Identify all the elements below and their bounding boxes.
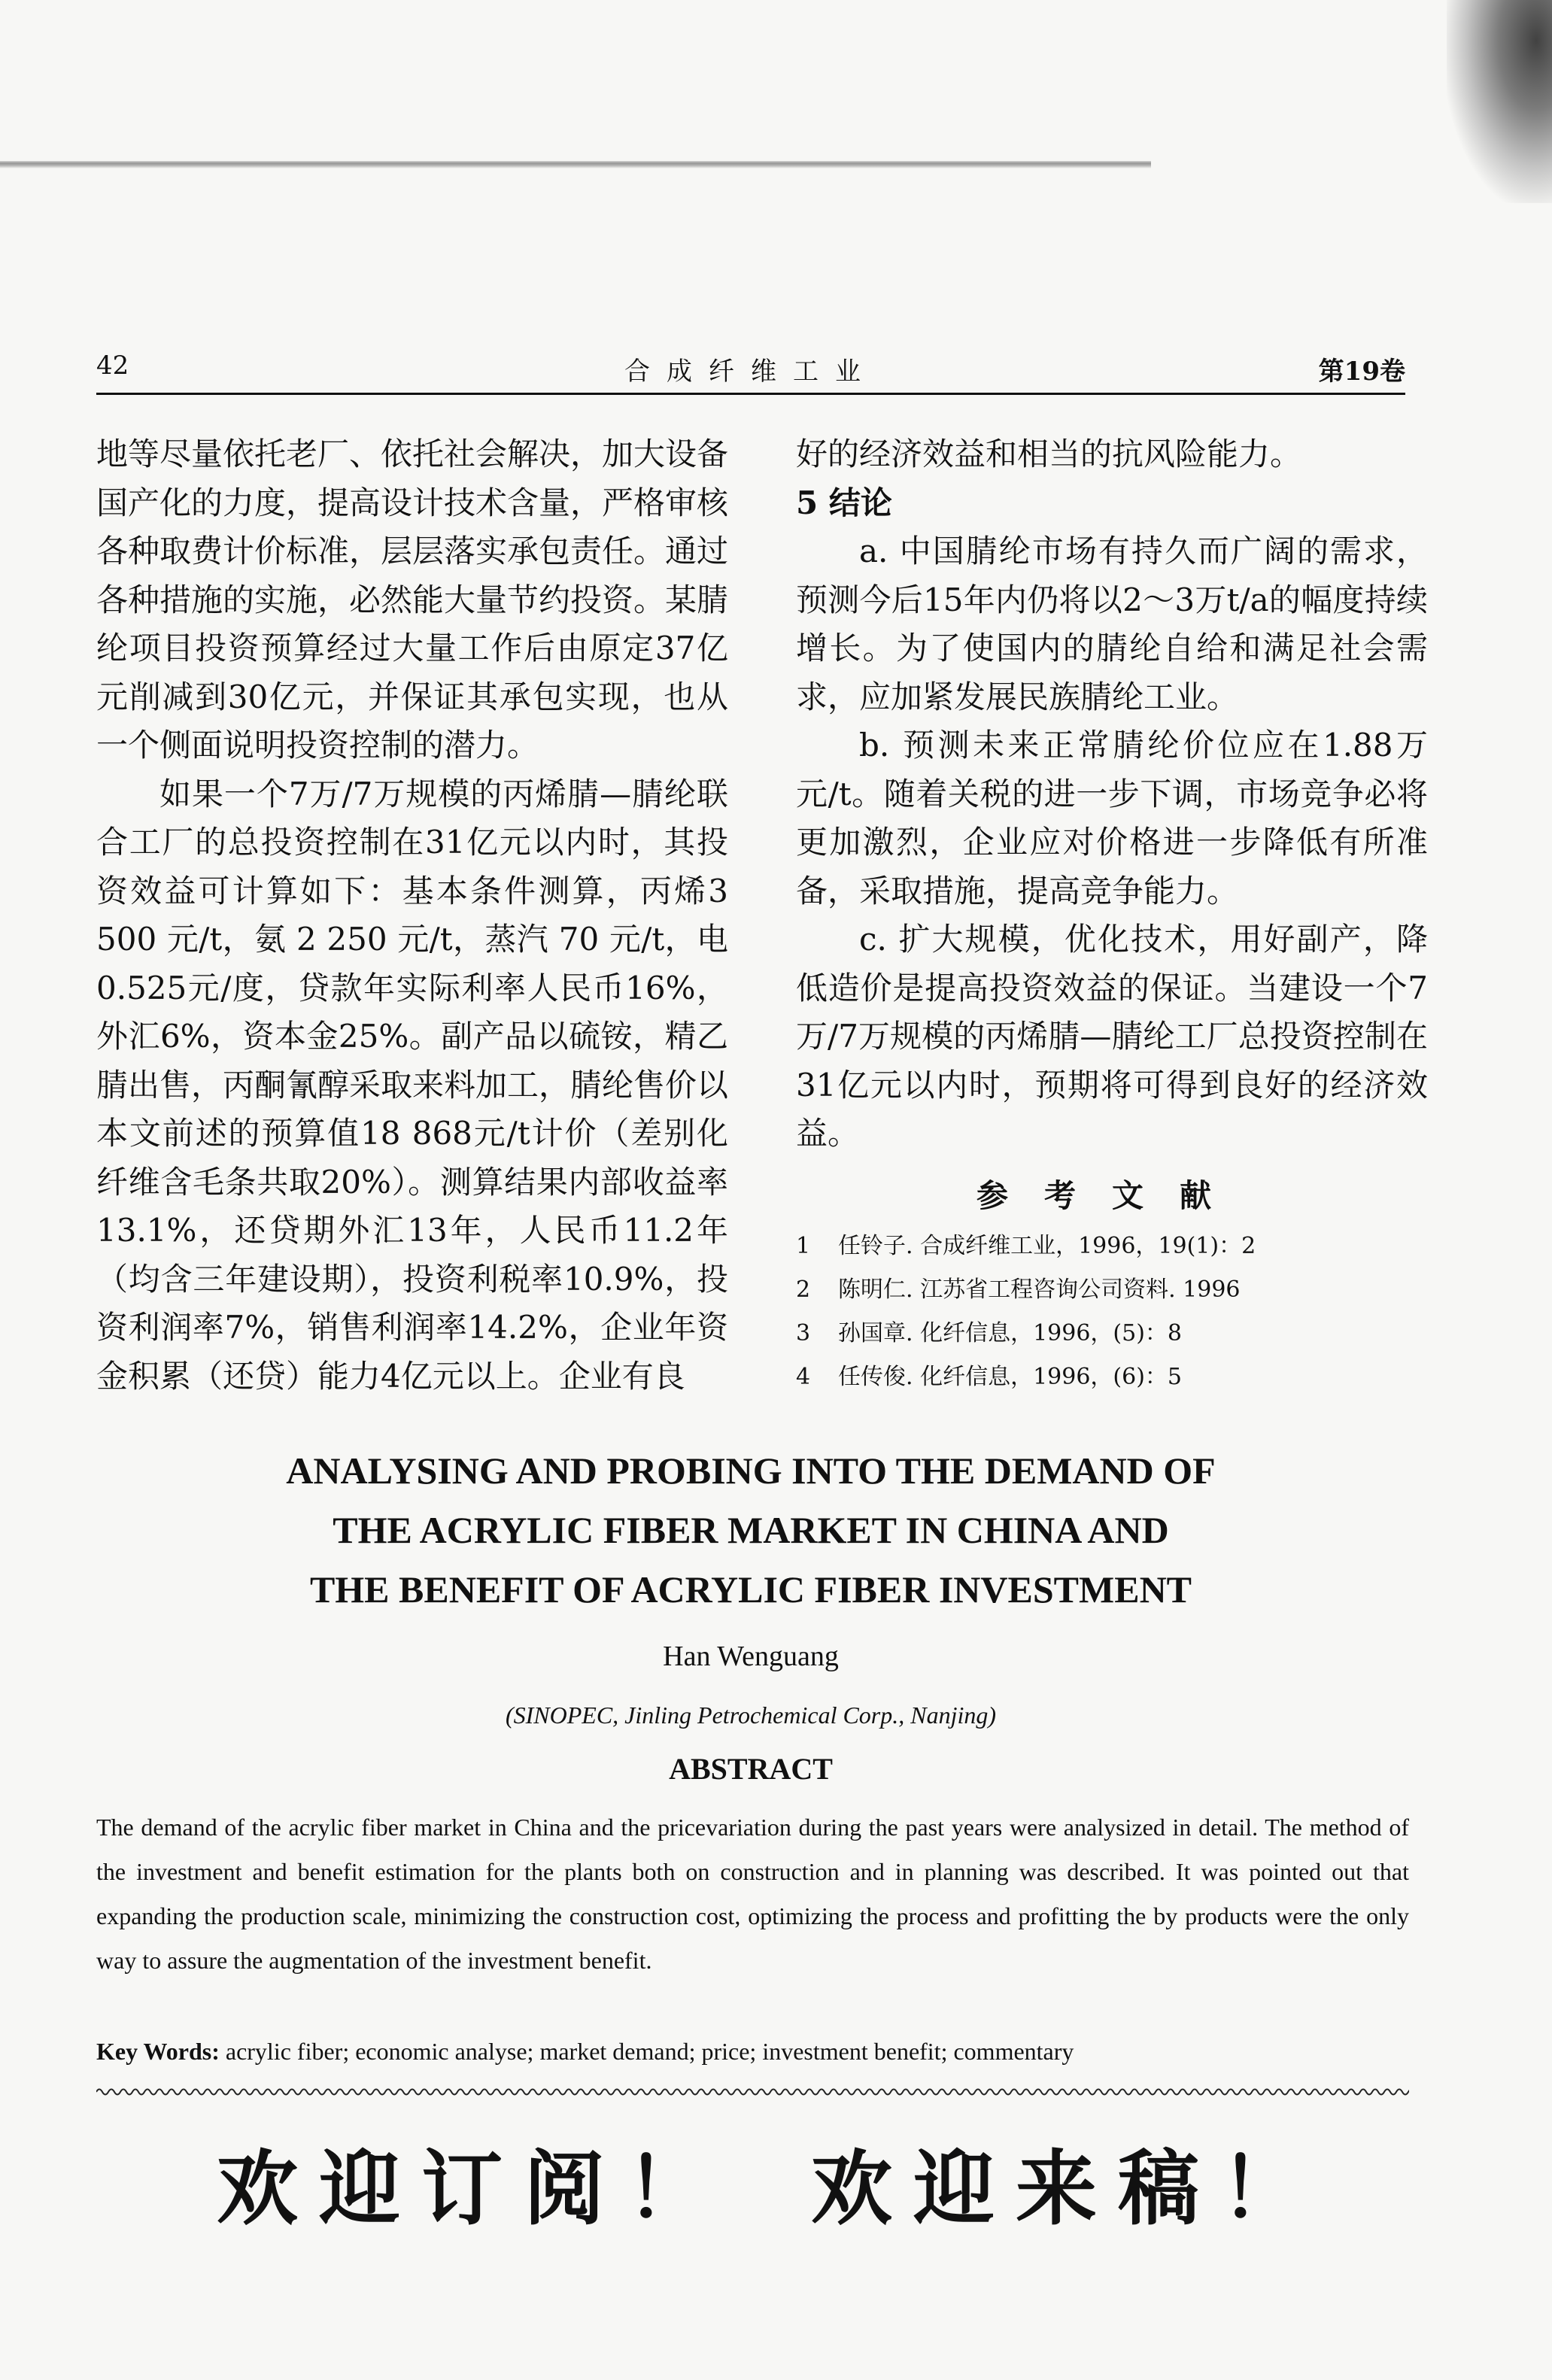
scan-edge-artifact <box>0 161 1151 168</box>
author-name: Han Wenguang <box>663 1641 839 1672</box>
english-title-line: THE BENEFIT OF ACRYLIC FIBER INVESTMENT <box>309 1568 1192 1610</box>
journal-name: 合成纤维工业 <box>624 357 877 387</box>
slogan-banner <box>96 2136 1409 2242</box>
right-column <box>796 430 1428 1399</box>
scan-corner-shadow <box>1447 0 1552 203</box>
body-paragraph: 如果一个7万/7万规模的丙烯腈—腈纶联合工厂的总投资控制在31亿元以内时，其投资效益可计算如下：基本条件测算，丙烯3 500 元/t，氨 2 250 元/t，蒸汽 70 元/t，电0.525元/度，贷款年实际利率人民币16%，外汇6%，资本金25%。副产品以硫铵，精乙腈出售，丙酮氰醇采取来料加工，腈纶售价以本文前述的预算值18 868元/t计价（差别化纤维含毛条共取20%）。测算结果内部收益率13.1%，还贷期外汇13年，人民币11.2年（均含三年建设期），投资利税率10.9%，投资利润率7%，销售利润率14.2%，企业年资金积累（还贷）能力4亿元以上。企业有良 <box>96 775 729 1395</box>
section-title: 5 结论 <box>796 484 892 521</box>
english-title-line: ANALYSING AND PROBING INTO THE DEMAND OF <box>286 1450 1216 1492</box>
slogan-submit: 欢迎来稿！ <box>811 2142 1323 2236</box>
conclusion-item: c. 扩大规模，优化技术，用好副产，降低造价是提高投资效益的保证。当建设一个7万/7万规模的丙烯腈—腈纶工厂总投资控制在31亿元以内时，预期将可得到良好的经济效益。 <box>796 921 1428 1152</box>
abstract-heading: ABSTRACT <box>669 1752 833 1786</box>
reference-item: 2 陈明仁. 江苏省工程咨询公司资料. 1996 <box>796 1277 1241 1303</box>
reference-list <box>796 1225 1428 1399</box>
wavy-divider <box>96 2085 1409 2099</box>
volume-label: 第19卷 <box>1318 357 1405 387</box>
author-affiliation: (SINOPEC, Jinling Petrochemical Corp., Nanjing) <box>505 1702 997 1729</box>
english-title <box>96 1441 1405 1620</box>
reference-item: 4 任传俊. 化纤信息，1996，(6)：5 <box>796 1364 1183 1390</box>
slogan-subscribe: 欢迎订阅！ <box>217 2142 729 2236</box>
page-number: 42 <box>96 351 129 381</box>
abstract-text: The demand of the acrylic fiber market in China and the pricevariation during the past years were analysized in detail. The method of the investment and benefit estimation for the plants both on construction and in planning was described. It was pointed out that expanding the production scale, minimizing the construction cost, optimizing the process and profitting the by products were the only way to assure the augmentation of the investment benefit. <box>96 1814 1409 1974</box>
running-header <box>96 348 1405 395</box>
reference-item: 1 任铃子. 合成纤维工业，1996，19(1)：2 <box>796 1233 1256 1259</box>
conclusion-item: b. 预测未来正常腈纶价位应在1.88万元/t。随着关税的进一步下调，市场竞争必将更加激烈，企业应对价格进一步降低有所准备，采取措施，提高竞争能力。 <box>796 727 1428 909</box>
body-paragraph-continuation: 好的经济效益和相当的抗风险能力。 <box>796 436 1302 472</box>
keywords-line <box>96 2029 1409 2074</box>
reference-item: 3 孙国章. 化纤信息，1996，(5)：8 <box>796 1320 1183 1346</box>
keywords-text: acrylic fiber; economic analyse; market demand; price; investment benefit; commentary <box>225 2038 1074 2065</box>
keywords-label: Key Words: <box>96 2038 220 2065</box>
conclusion-item: a. 中国腈纶市场有持久而广阔的需求，预测今后15年内仍将以2～3万t/a的幅度持续增长。为了使国内的腈纶自给和满足社会需求，应加紧发展民族腈纶工业。 <box>796 533 1428 715</box>
left-column <box>96 430 728 1401</box>
references-title: 参考文献 <box>976 1176 1247 1214</box>
body-paragraph: 地等尽量依托老厂、依托社会解决，加大设备国产化的力度，提高设计技术含量，严格审核各种取费计价标准，层层落实承包责任。通过各种措施的实施，必然能大量节约投资。某腈纶项目投资预算经过大量工作后由原定37亿元削减到30亿元，并保证其承包实现，也从一个侧面说明投资控制的潜力。 <box>96 436 729 763</box>
english-title-line: THE ACRYLIC FIBER MARKET IN CHINA AND <box>333 1509 1169 1551</box>
